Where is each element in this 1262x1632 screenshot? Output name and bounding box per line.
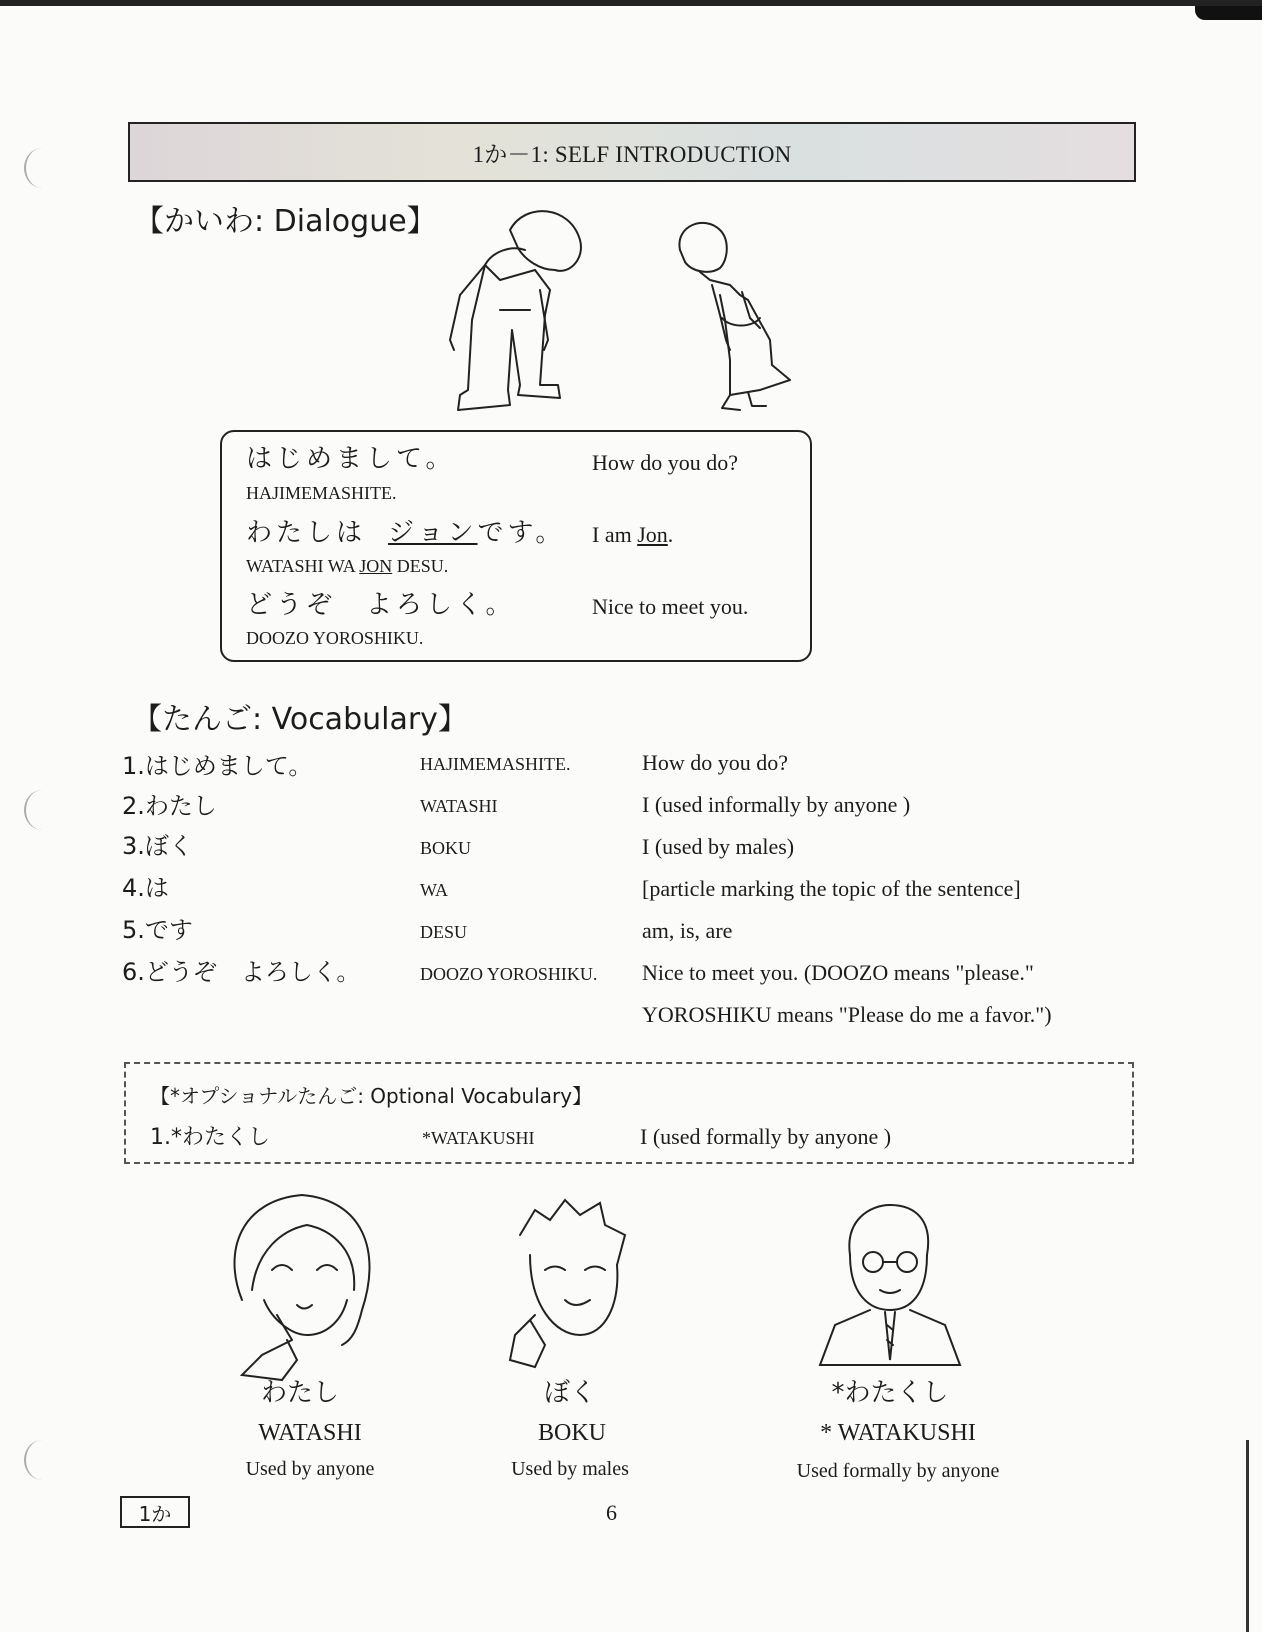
scan-edge-top: [0, 0, 1262, 6]
character-1-romaji: WATASHI: [258, 1420, 362, 1446]
character-2-romaji: BOKU: [537, 1420, 606, 1446]
dialogue-line2-romaji: [246, 556, 448, 577]
dialogue-heading: 【かいわ: Dialogue】: [134, 204, 437, 239]
vocab-item-1-jp: 1.はじめまして。: [122, 752, 313, 780]
dialogue-line2-romaji-part3: DESU.: [392, 556, 449, 576]
girl-pointing-illustration: [222, 1190, 382, 1380]
vocab-item-6-romaji: DOOZO YOROSHIKU.: [420, 964, 598, 984]
dialogue-line2-english-part1: I am: [592, 522, 638, 547]
vocab-item-1-meaning: How do you do?: [642, 750, 789, 775]
scan-edge-right: [1246, 1440, 1249, 1632]
optional-vocabulary-heading: 【*オプショナルたんご: Optional Vocabulary】: [150, 1084, 593, 1108]
vocab-item-2-romaji: WATASHI: [420, 796, 498, 816]
dialogue-line1-romaji: HAJIMEMASHITE.: [246, 483, 397, 503]
vocab-item-5-jp: 5.です: [122, 916, 193, 944]
character-2-usage: Used by males: [511, 1458, 629, 1480]
vocab-item-5-meaning: am, is, are: [642, 918, 733, 943]
vocab-item-4-romaji: WA: [420, 880, 448, 900]
optional-item-meaning: I (used formally by anyone ): [640, 1124, 892, 1149]
optional-item-romaji: *WATAKUSHI: [422, 1128, 535, 1148]
character-3-usage: Used formally by anyone: [796, 1460, 1000, 1482]
dialogue-line2-jp-part3: です。: [477, 518, 566, 548]
page-number: 6: [606, 1500, 617, 1525]
vocab-item-6-continuation: YOROSHIKU means "Please do me a favor."): [642, 1002, 1052, 1027]
dialogue-line3-english: Nice to meet you.: [592, 594, 749, 619]
scan-edge-mark: [1195, 6, 1262, 20]
lesson-title-bar: [128, 122, 1136, 182]
character-2-jp: ぼく: [543, 1378, 596, 1408]
dialogue-line2-english: [592, 522, 673, 548]
dialogue-line2-english-part3: .: [667, 522, 674, 547]
optional-vocabulary-box: [124, 1062, 1134, 1164]
vocab-item-1-romaji: HAJIMEMASHITE.: [420, 754, 571, 774]
binder-hole-middle: [24, 790, 60, 830]
optional-item-jp: 1.*わたくし: [150, 1125, 270, 1150]
vocabulary-heading: 【たんご: Vocabulary】: [132, 702, 468, 737]
dialogue-line1-english: How do you do?: [592, 450, 739, 475]
vocab-item-2-jp: 2.わたし: [122, 792, 217, 820]
lesson-tag: 1か: [120, 1496, 190, 1528]
dialogue-line3-romaji: DOOZO YOROSHIKU.: [246, 628, 424, 648]
lesson-title: 1か－1: SELF INTRODUCTION: [472, 141, 792, 167]
character-3-jp: *わたくし: [831, 1378, 949, 1408]
vocab-item-3-jp: 3.ぼく: [122, 832, 193, 860]
vocab-item-5-romaji: DESU: [420, 922, 468, 942]
vocab-item-3-romaji: BOKU: [420, 838, 472, 858]
older-man-illustration: [815, 1200, 965, 1370]
vocab-item-3-meaning: I (used by males): [642, 834, 795, 859]
dialogue-line2-romaji-part1: WATASHI WA: [246, 556, 360, 576]
dialogue-line1-jp: はじめまして。: [246, 444, 456, 474]
vocab-item-6-meaning: Nice to meet you. (DOOZO means "please.": [642, 960, 1034, 985]
boy-pointing-illustration: [505, 1195, 645, 1375]
character-1-jp: わたし: [260, 1378, 339, 1408]
dialogue-line3-jp: どうぞ よろしく。: [246, 590, 516, 620]
vocab-item-4-meaning: [particle marking the topic of the sentence]: [642, 876, 1021, 901]
dialogue-line2-jp: [246, 512, 565, 549]
character-3-romaji: * WATAKUSHI: [820, 1420, 976, 1446]
dialogue-line2-jp-part1: わたしは: [246, 518, 367, 548]
character-1-usage: Used by anyone: [245, 1458, 375, 1480]
bowing-figures-illustration: [430, 200, 830, 430]
vocab-item-2-meaning: I (used informally by anyone ): [642, 792, 911, 817]
dialogue-line2-romaji-name: JON: [359, 556, 393, 576]
binder-hole-top: [24, 148, 60, 188]
dialogue-line2-english-name: Jon: [637, 522, 668, 547]
vocab-item-6-jp: 6.どうぞ よろしく。: [122, 958, 361, 986]
binder-hole-bottom: [24, 1440, 60, 1480]
vocab-item-4-jp: 4.は: [122, 874, 169, 902]
dialogue-line2-jp-name: ジョン: [388, 518, 478, 548]
